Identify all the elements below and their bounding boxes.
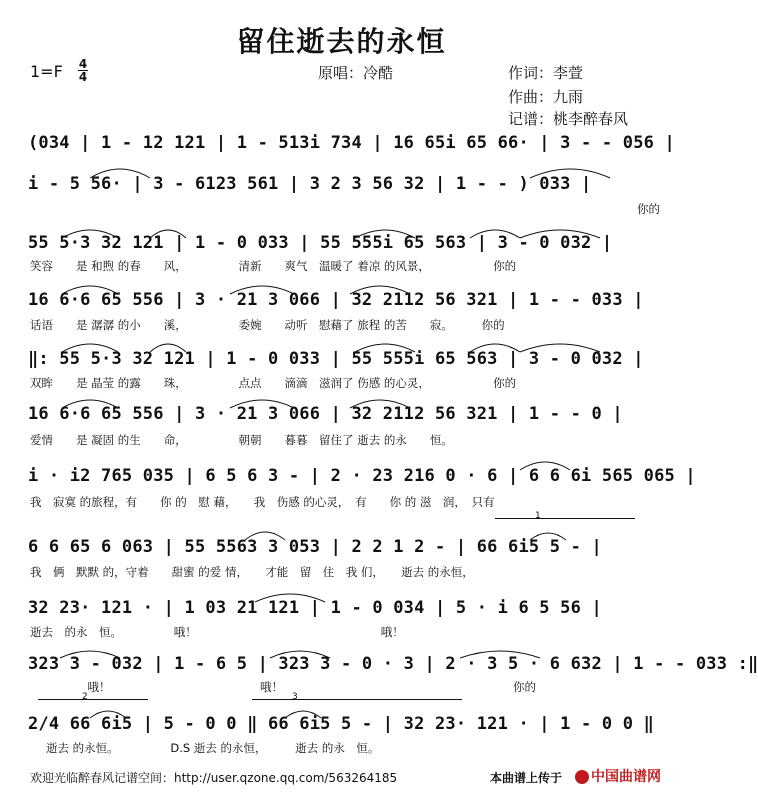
- slur-arc: [530, 533, 566, 540]
- singer-credit: 原唱：冷酷: [318, 64, 394, 82]
- site-logo: [575, 766, 661, 786]
- lyrics-row-10: 哦！ 哦！ 你的: [30, 680, 536, 694]
- slur-arc: [245, 532, 285, 540]
- key-signature: 1=F: [30, 62, 63, 81]
- score-row-4: 16 6·6 65 556 | 3 · 21 3 066 | 32 2112 56 321 | 1 - - 033 |: [28, 290, 644, 310]
- score-row-1: (034 | 1 - 12 121 | 1 - 513i 734 | 16 65i 65 66· | 3 - - 056 |: [28, 133, 675, 153]
- slur-arc: [520, 462, 570, 470]
- upload-notice: 本曲谱上传于: [490, 771, 563, 785]
- slur-arc: [350, 286, 410, 294]
- score-row-5: ‖: 55 5·3 32 121 | 1 - 0 033 | 55 555i 65 563 | 3 - 0 032 |: [28, 349, 644, 369]
- score-row-9: 32 23· 121 · | 1 03 21 121 | 1 - 0 034 | 5 · i 6 5 56 |: [28, 598, 602, 618]
- slur-arc: [230, 400, 294, 408]
- score-row-8: 6 6 65 6 063 | 55 5563 3 053 | 2 2 1 2 - | 66 6i5 5 - |: [28, 537, 602, 557]
- slur-arc: [90, 711, 126, 718]
- lyrics-row-7: 我 寂寞 的旅程，有 你 的 慰 藉， 我 伤感 的心灵， 有 你 的 滋 润， 只有: [30, 495, 495, 509]
- slur-arc: [62, 286, 118, 294]
- volta-2-number: 2: [82, 692, 88, 702]
- score-row-7: i · i2 765 035 | 6 5 6 3 - | 2 · 23 216 0 · 6 | 6 6 6i 565 065 |: [28, 466, 696, 486]
- lyrics-row-8: 我 俩 默默 的，守着 甜蜜 的爱 情， 才能 留 住 我 们， 逝去 的永恒，: [30, 565, 474, 579]
- score-row-11: 2/4 66 6i5 | 5 - 0 0 ‖ 66 6i5 5 - | 32 23· 121 · | 1 - 0 0 ‖: [28, 714, 655, 734]
- score-row-6: 16 6·6 65 556 | 3 · 21 3 066 | 32 2112 56 321 | 1 - - 0 |: [28, 404, 623, 424]
- slur-arc: [60, 651, 120, 658]
- site-logo-icon: [575, 770, 589, 784]
- time-signature-bottom: 4: [78, 70, 88, 84]
- slur-arc: [62, 400, 118, 408]
- lyrics-row-3: 笑容 是 和煦 的春 风， 清新 爽气 温暖了 着凉 的风景， 你的: [30, 259, 517, 273]
- slur-arc: [520, 230, 600, 238]
- score-row-10: 323 3 - 032 | 1 - 6 5 | 323 3 - 0 · 3 | 2 · 3 5 · 6 632 | 1 - - 033 :‖: [28, 654, 758, 674]
- slur-arc: [255, 594, 325, 602]
- slur-arc: [355, 230, 415, 238]
- site-logo-text: 中国曲谱网: [591, 769, 661, 785]
- slur-arc: [90, 169, 150, 178]
- slur-arc: [520, 344, 600, 352]
- slur-arc: [350, 400, 410, 408]
- slur-arc: [355, 344, 415, 352]
- volta-1-number: 1: [535, 511, 541, 521]
- page-title: 留住逝去的永恒: [236, 25, 447, 58]
- lyrics-row-6: 爱情 是 凝固 的生 命， 朝朝 暮暮 留住了 逝去 的永 恒。: [30, 433, 453, 447]
- lyricist-credit: 作词：李萱: [508, 64, 584, 82]
- footer-text: 欢迎光临醉春风记谱空间：http://user.qzone.qq.com/563264185: [30, 771, 398, 785]
- volta-3-number: 3: [292, 692, 298, 702]
- slur-arc: [270, 651, 330, 658]
- slur-arc: [470, 344, 520, 352]
- slur-arc: [62, 230, 118, 238]
- slur-arc: [530, 169, 610, 178]
- slur-arc: [285, 711, 321, 718]
- slur-arc: [230, 286, 294, 294]
- slur-arc: [460, 651, 540, 658]
- lyrics-row-11: 逝去 的永恒。 D.S 逝去 的永恒， 逝去 的永 恒。: [46, 741, 380, 755]
- lyrics-row-5: 双眸 是 晶莹 的露 珠， 点点 滴滴 滋润了 伤感 的心灵， 你的: [30, 376, 517, 390]
- score-row-3: 55 5·3 32 121 | 1 - 0 033 | 55 555i 65 563 | 3 - 0 032 |: [28, 233, 613, 253]
- composer-credit: 作曲：九雨: [508, 88, 584, 106]
- slur-arc: [470, 230, 520, 238]
- lyrics-row-2: 你的: [637, 202, 660, 216]
- lyrics-row-9: 逝去 的永 恒。 哦！ 哦！: [30, 625, 404, 639]
- slur-arc: [62, 344, 118, 352]
- lyrics-row-4: 话语 是 潺潺 的小 溪， 委婉 动听 慰藉了 旅程 的苦 寂。 你的: [30, 318, 505, 332]
- score-row-2: i - 5 56· | 3 - 6123 561 | 3 2 3 56 32 | 1 - - ) 033 |: [28, 174, 592, 194]
- transcriber-credit: 记谱：桃李醉春风: [508, 110, 629, 128]
- slur-arc: [150, 344, 186, 352]
- slur-arc: [150, 230, 186, 238]
- time-signature-top: 4: [78, 57, 88, 71]
